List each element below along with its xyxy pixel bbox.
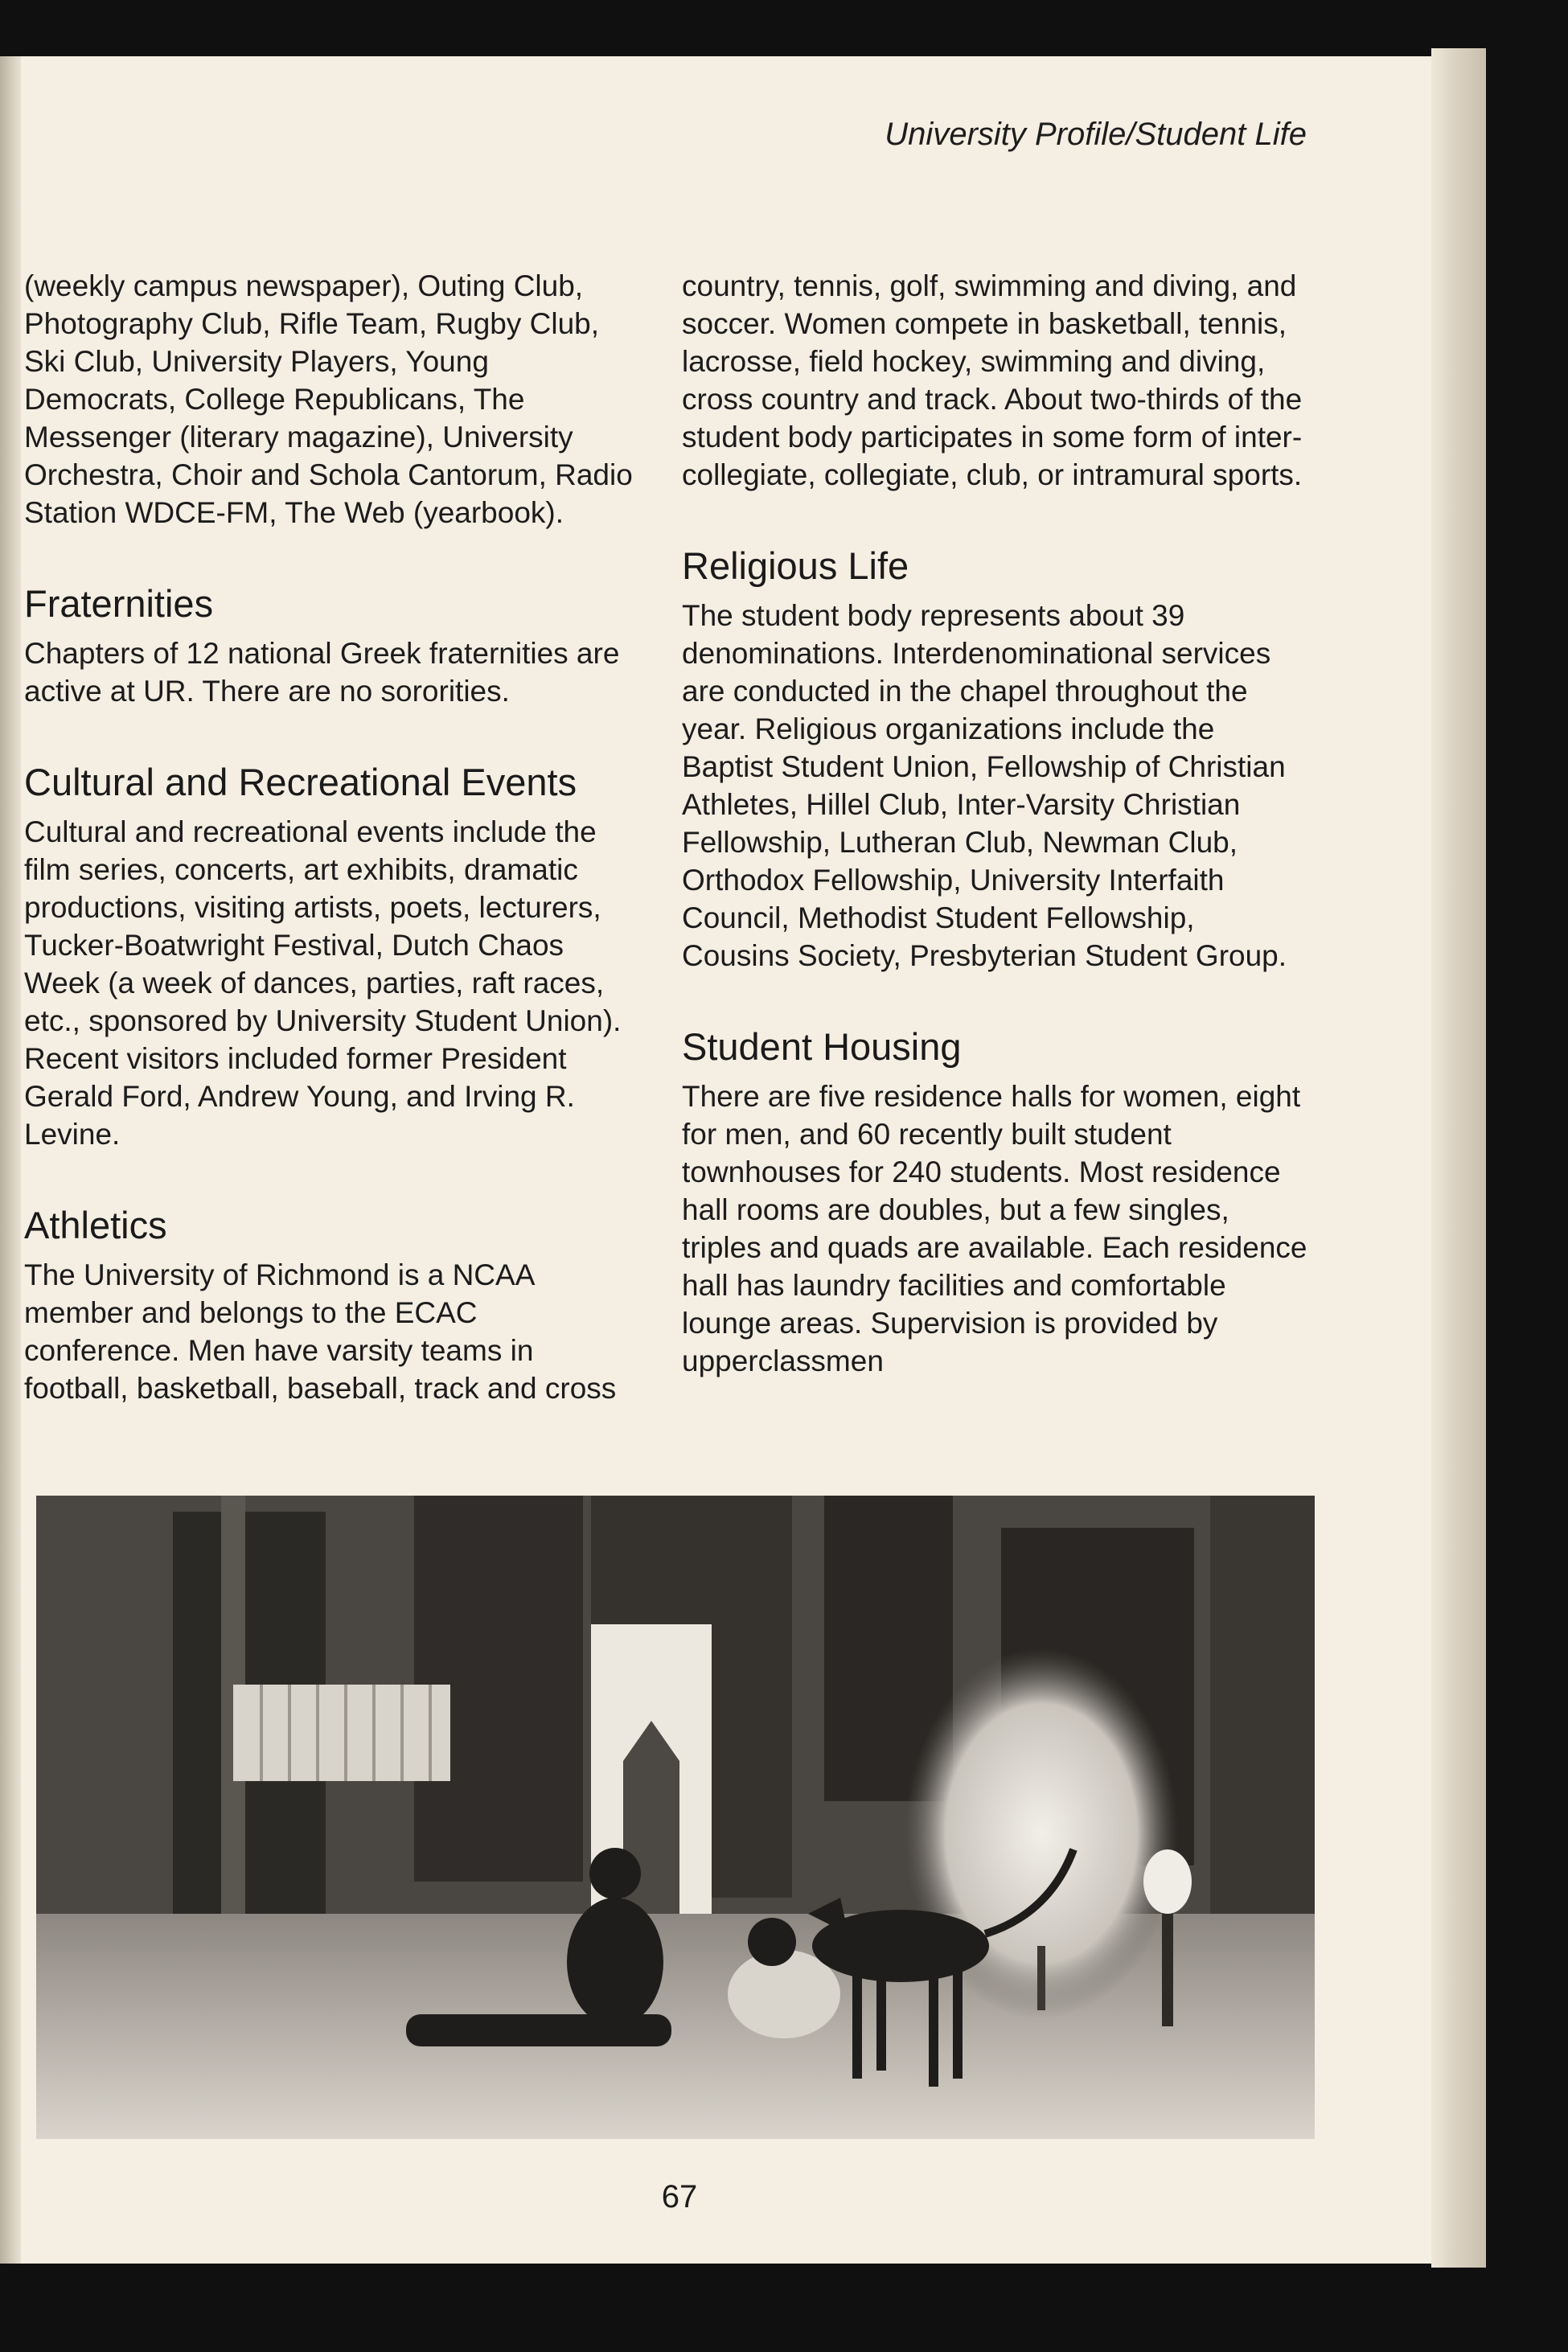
page-edge — [1431, 48, 1486, 2268]
student-housing-heading: Student Housing — [682, 1025, 962, 1068]
religious-life-heading: Religious Life — [682, 544, 909, 587]
cultural-events-paragraph: Cultural and recreational events include the film series, concerts, art exhibits, dramatic productions, visiting artists, poets, lecturers, Tucker-Boatwright Festival, Dutch Chaos Week (a week of dances, parties, raft races, etc., sponsored by University Student Union). Recent visitors included former President Gerald Ford, Andrew Young, and Irving R. Levine. — [24, 815, 622, 1151]
campus-photo — [36, 1496, 1315, 2139]
running-head-section: University Profile/ — [885, 117, 1135, 152]
right-column — [682, 267, 1309, 1380]
running-head — [848, 117, 1307, 153]
sports-continued-paragraph: country, tennis, golf, swimming and diving, and soccer. Women compete in basketball, tennis, lacrosse, field hockey, swimming and diving, cross country and track. About two-thirds of the student body participates in some form of inter-collegiate, collegiate, club, or intramural sports. — [682, 269, 1303, 491]
running-head-subsection: Student Life — [1135, 117, 1307, 152]
athletics-paragraph: The University of Richmond is a NCAA member and belongs to the ECAC conference. Men have varsity teams in football, basketball, baseball, track and cross — [24, 1258, 617, 1405]
left-column — [24, 267, 635, 1407]
window-band — [233, 1685, 450, 1781]
fraternities-paragraph: Chapters of 12 national Greek fraternities are active at UR. There are no sororities. — [24, 637, 620, 708]
fraternities-heading: Fraternities — [24, 582, 214, 625]
clubs-continued-paragraph: (weekly campus newspaper), Outing Club, Photography Club, Rifle Team, Rugby Club, Ski Club, University Players, Young Democrats, College Republicans, The Messenger (literary magazine), University Orchestra, Choir and Schola Cantorum, Radio Station WDCE-FM, The Web (yearbook). — [24, 269, 633, 529]
page-number: 67 — [661, 2179, 698, 2214]
athletics-heading: Athletics — [24, 1204, 167, 1246]
cultural-events-heading: Cultural and Recreational Events — [24, 761, 577, 803]
book-page — [0, 56, 1439, 2264]
religious-life-paragraph: The student body represents about 39 denominations. Interdenominational services are conducted in the chapel throughout the year. Religious organizations include the Baptist Student Union, Fellowship of Christian Athletes, Hillel Club, Inter-Varsity Christian Fellowship, Lutheran Club, Newman Club, Orthodox Fellowship, University Interfaith Council, Methodist Student Fellowship, Cousins Society, Presbyterian Student Group. — [682, 599, 1287, 972]
binding-shadow — [0, 56, 21, 2264]
student-housing-paragraph: There are five residence halls for women, eight for men, and 60 recently built student townhouses for 240 students. Most residence hall rooms are doubles, but a few singles, triples and quads are available. Each residence hall has laundry facilities and comfortable lounge areas. Supervision is provided by upperclassmen — [682, 1080, 1307, 1377]
